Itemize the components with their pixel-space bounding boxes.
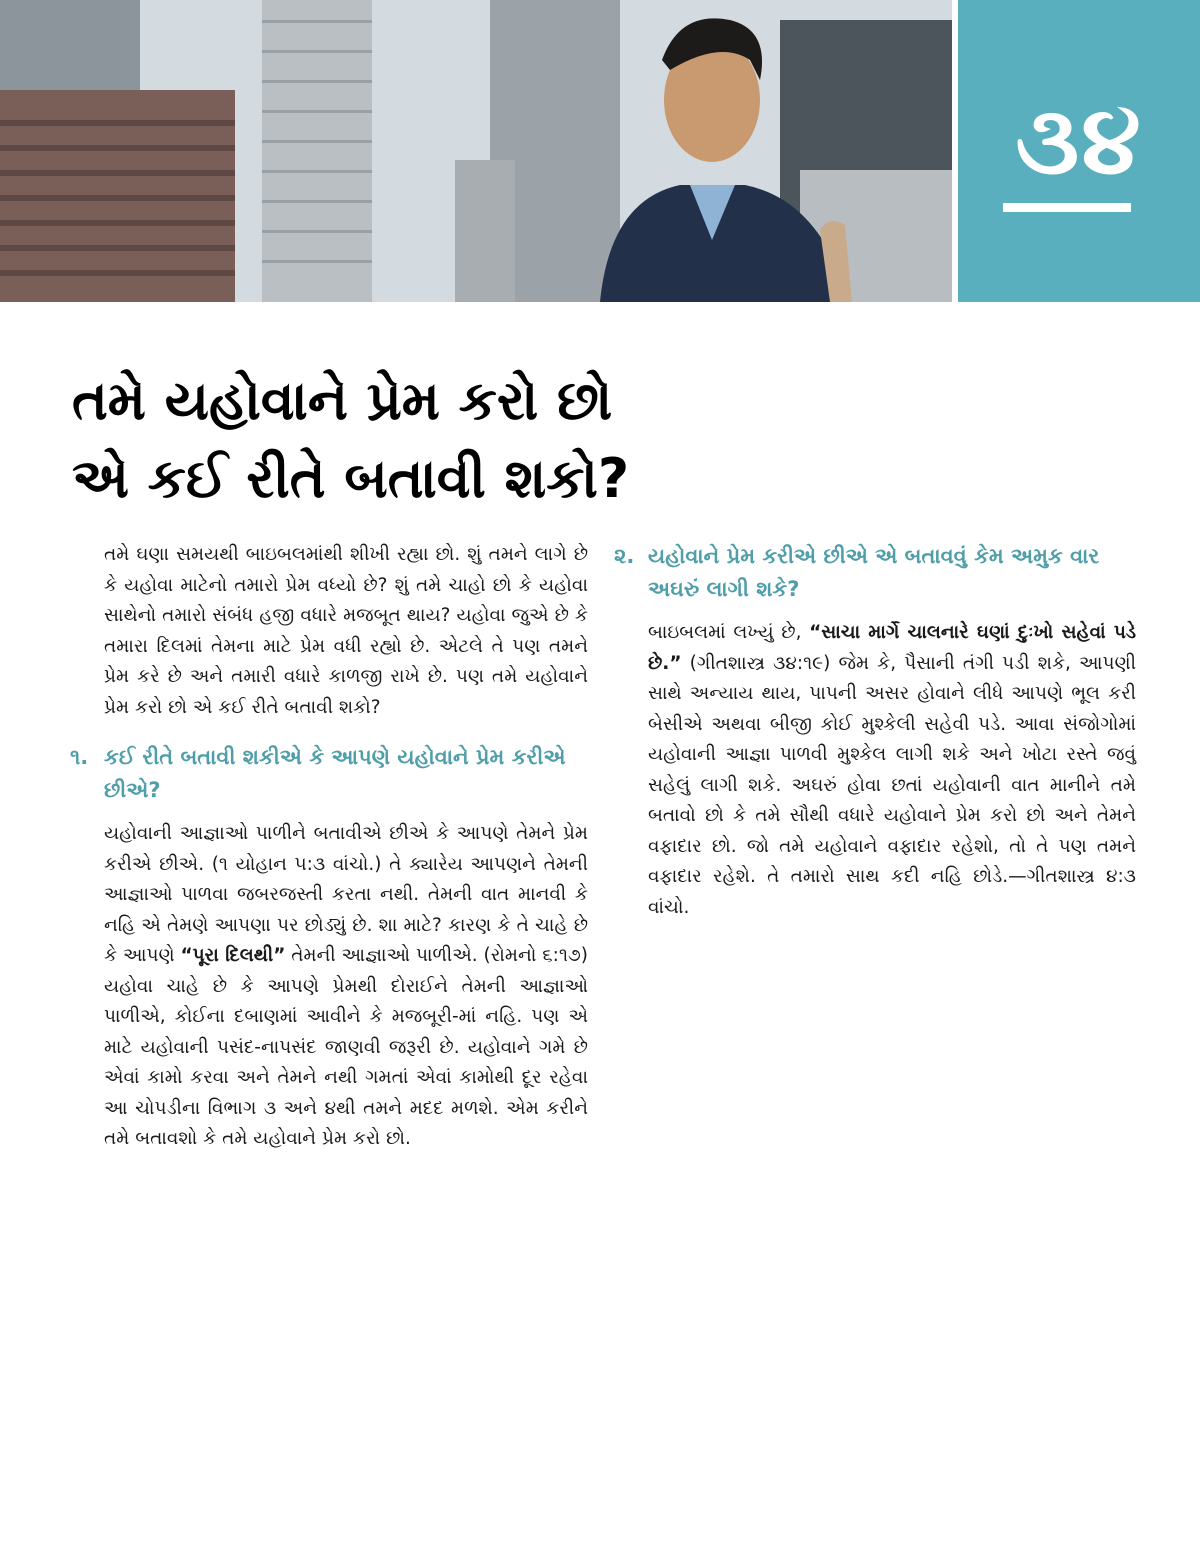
- answer-2-text-b: (ગીતશાસ્ત્ર ૩૪:૧૯) જેમ કે, પૈસાની તંગી પડી શકે, આપણી સાથે અન્યાય થાય, પાપની અસર હોવાને લીધે આપણે ભૂલ કરી બેસીએ અથવા બીજી કોઈ મુશ્કેલી સહેવી પડે. આવા સંજોગોમાં યહોવાની આજ્ઞા પાળવી મુશ્કેલ લાગી શકે અને ખોટા રસ્તે જવું સહેલું લાગી શકે. અઘરું હોવા છતાં યહોવાની વાત માનીને તમે બતાવો છો કે તમે સૌથી વધારે યહોવાને પ્રેમ કરો છો અને તેમને વફાદાર છો. જો તમે યહોવાને વફાદાર રહેશો, તો તે પણ તમને વફાદાર રહેશે. તે તમારો સાથ કદી નહિ છોડે.—ગીતશાસ્ત્ર ૪:૩ વાંચો.: [648, 652, 1136, 918]
- hero-photo: [0, 0, 952, 302]
- question-2: [614, 540, 1136, 606]
- answer-2-bold-quote: “સાચા માર્ગે ચાલનારે ઘણાં દુઃખો સહેવાં પડે છે.”: [648, 622, 1136, 674]
- answer-1-bold-quote: “પૂરા દિલથી”: [180, 945, 286, 966]
- lesson-number-badge: [958, 0, 1200, 302]
- lesson-number-underline: [1003, 203, 1131, 212]
- answer-1-text-b: તેમની આજ્ઞાઓ પાળીએ. (રોમનો ૬:૧૭) યહોવા ચાહે છે કે આપણે પ્રેમથી દોરાઈને તેમની આજ્ઞાઓ પાળીએ, કોઈના દબાણમાં આવીને કે મજબૂરી-માં નહિ. પણ એ માટે યહોવાની પસંદ-નાપસંદ જાણવી જરૂરી છે. યહોવાને ગમે છે એવાં કામો કરવા અને તેમને નથી ગમતાં એવાં કામોથી દૂર રહેવા આ ચોપડીના વિભાગ ૩ અને ૪થી તમને મદદ મળશે. એમ કરીને તમે બતાવશો કે તમે યહોવાને પ્રેમ કરો છો.: [104, 945, 588, 1149]
- right-column: [614, 540, 1136, 923]
- answer-2-text-a: બાઇબલમાં લખ્યું છે,: [648, 622, 810, 643]
- answer-2-paragraph: [648, 618, 1136, 923]
- question-1-text: કઈ રીતે બતાવી શકીએ કે આપણે યહોવાને પ્રેમ કરીએ છીએ?: [104, 745, 566, 802]
- intro-paragraph: તમે ઘણા સમયથી બાઇબલમાંથી શીખી રહ્યા છો. શું તમને લાગે છે કે યહોવા માટેનો તમારો પ્રેમ વધ્યો છે? શું તમે ચાહો છો કે યહોવા સાથેનો તમારો સંબંધ હજી વધારે મજબૂત થાય? યહોવા જુએ છે કે તમારા દિલમાં તેમના માટે પ્રેમ વધી રહ્યો છે. એટલે તે પણ તમને પ્રેમ કરે છે અને તમારી વધારે કાળજી રાખે છે. પણ તમે યહોવાને પ્રેમ કરો છો એ કઈ રીતે બતાવી શકો?: [104, 544, 588, 718]
- lesson-number: ૩૪: [1015, 84, 1143, 196]
- question-1: [70, 741, 588, 807]
- title-line-1: તમે યહોવાને પ્રેમ કરો છો: [72, 369, 613, 432]
- left-column: [70, 540, 588, 1155]
- question-2-text: યહોવાને પ્રેમ કરીએ છીએ એ બતાવવું કેમ અમુક વાર અઘરું લાગી શકે?: [648, 544, 1100, 601]
- title-line-2: એ કઈ રીતે બતાવી શકો?: [72, 447, 630, 510]
- lesson-title: [72, 362, 972, 518]
- question-1-number: ૧.: [70, 745, 89, 769]
- answer-1-text-a: યહોવાની આજ્ઞાઓ પાળીને બતાવીએ છીએ કે આપણે તેમને પ્રેમ કરીએ છીએ. (૧ યોહાન ૫:૩ વાંચો.) તે ક્યારેય આપણને તેમની આજ્ઞાઓ પાળવા જબરજસ્તી કરતા નથી. તેમની વાત માનવી કે નહિ એ તેમણે આપણા પર છોડ્યું છે. શા માટે? કારણ કે તે ચાહે છે કે આપણે: [104, 823, 588, 966]
- answer-1-paragraph: [104, 819, 588, 1155]
- question-2-number: ૨.: [614, 544, 635, 568]
